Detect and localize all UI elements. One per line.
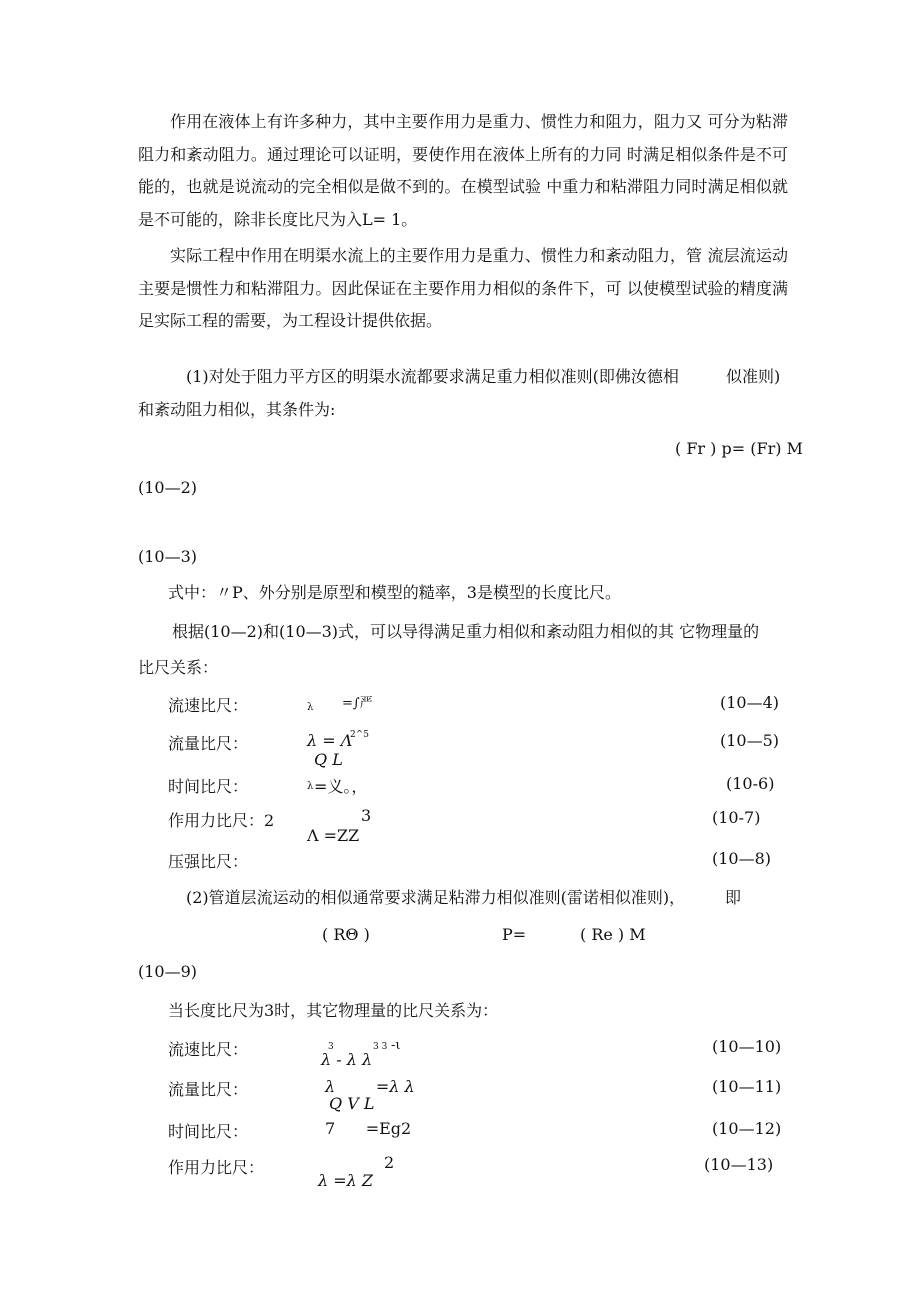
ratio-label: 流量比尺： <box>168 1080 249 1099</box>
formula-reynolds-mid: P= <box>502 925 527 944</box>
ratio-formula: 7 =Eg2 <box>325 1119 412 1138</box>
paragraph-reynolds-tail: 即 <box>725 888 742 907</box>
ratio-formula-tail-sup: 3 3 <box>373 1042 388 1052</box>
formula-reynolds-left: ( RΘ ) <box>322 925 370 944</box>
ratio-label: 作用力比尺： <box>168 1158 265 1177</box>
equation-number: (10—5) <box>720 731 780 750</box>
formula-froude: ( Fr ) p= (Fr) M <box>675 439 803 458</box>
equation-number: (10—8) <box>712 849 772 868</box>
equation-number: (10—10) <box>712 1037 782 1056</box>
intro-length-ratio: 当长度比尺为3时，其它物理量的比尺关系为： <box>168 1001 499 1020</box>
ratio-label: 压强比尺： <box>168 852 249 871</box>
ratio-formula-sup: 2^5 <box>350 730 369 740</box>
paragraph-derive-line1: 根据(10—2)和(10—3)式，可以导得满足重力相似和紊动阻力相似的其 它物理量的 <box>172 622 760 641</box>
ratio-label: 时间比尺： <box>168 1122 249 1141</box>
ratio-formula-sub: Q L <box>314 750 343 769</box>
ratio-formula-small: λ <box>307 702 314 713</box>
ratio-formula-sub: Λ =ZZ <box>307 826 360 845</box>
equation-number: (10—4) <box>720 693 780 712</box>
equation-number-10-3: (10—3) <box>138 547 198 566</box>
ratio-label: 流速比尺： <box>168 1040 249 1059</box>
paragraph-froude-line1: (1)对处于阻力平方区的明渠水流都要求满足重力相似准则(即佛汝德相 <box>186 367 679 386</box>
equation-number: (10-7) <box>712 808 761 827</box>
equation-number-10-2: (10—2) <box>138 478 198 497</box>
paragraph-engineering: 实际工程中作用在明渠水流上的主要作用力是重力、惯性力和紊动阻力，管 流层流运动主要是惯性力和粘滞阻力。因此保证在主要作用力相似的条件下，可 以使模型试验的精度满足实际工程的需要，为工程设计提供依据。 <box>138 246 788 330</box>
formula-reynolds-right: ( Re ) M <box>580 925 646 944</box>
ratio-formula-small: λ <box>307 781 314 792</box>
paragraph-froude-line1-tail: 似准则) <box>726 367 781 386</box>
ratio-formula: λ =λ λ <box>325 1077 415 1096</box>
paragraph-froude-line2: 和紊动阻力相似，其条件为: <box>138 400 336 419</box>
paragraph-forces: 作用在液体上有许多种力，其中主要作用力是重力、惯性力和阻力，阻力又 可分为粘滞阻力和紊动阻力。通过理论可以证明，要使作用在液体上所有的力同 时满足相似条件是不可能的，也就是说流动的完全相似是做不到的。在模型试验 中重力和粘滞阻力同时满足相似就是不可能的，除非长度比尺为入L= 1。 <box>138 112 788 229</box>
ratio-label: 流量比尺： <box>168 734 249 753</box>
ratio-formula: =∫严 <box>342 696 373 711</box>
paragraph-reynolds: (2)管道层流运动的相似通常要求满足粘滞力相似准则(雷诺相似准则)， <box>186 888 686 907</box>
ratio-formula-sub: Q V L <box>329 1094 375 1113</box>
paragraph-derive-line2: 比尺关系： <box>138 658 219 677</box>
equation-number-10-9: (10—9) <box>138 962 198 981</box>
ratio-formula-sub: λ =λ Z <box>318 1171 373 1190</box>
ratio-formula: λ - λ λ <box>321 1050 373 1069</box>
ratio-label: 时间比尺： <box>168 777 249 796</box>
ratio-formula-tail: -ι <box>391 1038 401 1053</box>
ratio-formula: λ = Λ <box>307 731 353 750</box>
ratio-formula: 2 <box>384 1153 395 1172</box>
equation-number: (10—13) <box>704 1155 774 1174</box>
ratio-formula: =义。， <box>314 777 368 796</box>
equation-number: (10—12) <box>712 1119 782 1138</box>
ratio-label: 作用力比尺：2 <box>168 811 275 830</box>
ratio-formula-sup: 3 <box>328 1042 334 1052</box>
where-clause: 式中：〃P、外分别是原型和模型的糙率，3是模型的长度比尺。 <box>168 583 621 602</box>
ratio-label: 流速比尺： <box>168 696 249 715</box>
equation-number: (10—11) <box>712 1077 782 1096</box>
equation-number: (10-6) <box>726 774 775 793</box>
ratio-formula: 3 <box>361 806 372 825</box>
